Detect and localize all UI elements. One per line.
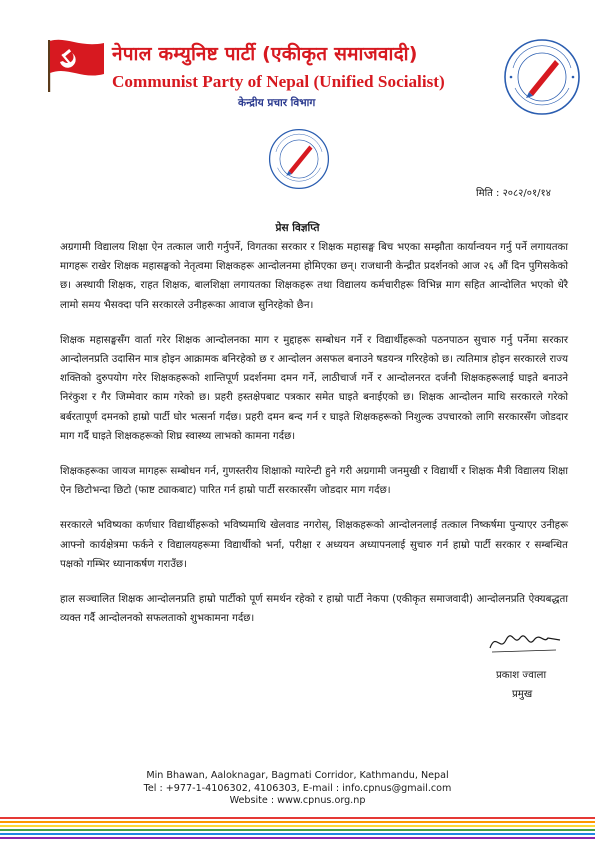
letter-body	[60, 238, 568, 644]
party-flag-icon	[46, 38, 108, 94]
footer	[0, 770, 595, 808]
footer-address: Min Bhawan, Aaloknagar, Bagmati Corridor, Kathmandu, Nepal	[146, 770, 449, 781]
footer-stripes-decoration	[0, 812, 595, 842]
party-seal-icon	[503, 38, 581, 116]
paragraph-3: शिक्षकहरूका जायज मागहरू सम्बोधन गर्न, गुणस्तरीय शिक्षाको ग्यारेन्टी हुने गरी अग्रगामी जनमुखी र विद्यार्थी र शिक्षक मैत्री विद्यालय शिक्षा ऐन छिटोभन्दा छिटो (फाष्ट ट्याकबाट) पारित गर्न हाम्रो पार्टी सरकारसँग जोडदार माग गर्दछ।	[60, 466, 568, 497]
footer-contact: Tel : +977-1-4106302, 4106303, E-mail : info.cpnus@gmail.com	[143, 782, 452, 794]
paragraph-5: हाल सञ्चालित शिक्षक आन्दोलनप्रति हाम्रो पार्टीको पूर्ण समर्थन रहेको र हाम्रो पार्टी नेकपा (एकीकृत समाजवादी) आन्दोलनप्रति ऐक्यबद्धता व्यक्त गर्दै आन्दोलनको सफलताको शुभकामना गर्दछ।	[60, 594, 568, 625]
department-name: केन्द्रीय प्रचार विभाग	[238, 97, 316, 109]
paragraph-2: शिक्षक महासङ्घसँग वार्ता गरेर शिक्षक आन्दोलनका माग र मुद्दाहरू सम्बोधन गर्ने र विद्यार्थीहरूको पठनपाठन सुचारु गर्नु पर्नेमा सरकार आन्दोलनप्रति उदासिन मात्र होइन आक्रामक बनिरहेको छ र आन्दोलन असफल बनाउने षडयन्त्र गरिरहेको छ। त्यतिमात्र होइन सरकारले राज्य शक्तिको दुरुपयोग गरेर शिक्षकहरूको शान्तिपूर्ण प्रदर्शनमा दमन गर्ने, लाठीचार्ज गर्ने र आन्दोलनरत दर्जनौ शिक्षकहरूलाई घाइते बनाउने निरंकुश र गैर जिम्मेवार काम गरेको छ। प्रहरी हस्तक्षेपबाट पत्रकार समेत घाइते बनाईएको छ। शिक्षक आन्दोलन माथि सरकारले गरेको बर्बरतापूर्ण दमनको हाम्रो पार्टी घोर भत्सर्ना गर्दछ। प्रहरी दमन बन्द गर्न र घाइते शिक्षकहरूको निशुल्क उपचारको लागि सरकारसँग जोडदार माग गर्दै घाइते शिक्षकहरूको शिघ्र स्वास्थ्य लाभको कामना गर्दछ।	[60, 334, 568, 442]
signer-title: प्रमुख	[512, 689, 533, 700]
letter-title: प्रेस विज्ञप्ति	[275, 222, 320, 234]
party-name-english: Communist Party of Nepal (Unified Socialist)	[112, 72, 445, 91]
footer-website: Website : www.cpnus.org.np	[229, 795, 366, 807]
signer-name: प्रकाश ज्वाला	[496, 670, 547, 681]
party-seal-small-icon	[268, 128, 330, 190]
signature-icon	[486, 626, 566, 660]
paragraph-1: अग्रगामी विद्यालय शिक्षा ऐन तत्काल जारी गर्नुपर्ने, विगतका सरकार र शिक्षक महासङ्घ बिच भएका सम्झौता कार्यान्वयन गर्नु पर्ने लगायतका मागहरू राखेर शिक्षक महासङ्घको नेतृत्वमा शिक्षकहरू आन्दोलनमा होमिएका छन्। राजधानी केन्द्रीत प्रदर्शनको आज २६ औं दिन पुगिसकेको छ। अस्थायी शिक्षक, राहत शिक्षक, बालशिक्षा लगायतका शिक्षकहरू तथा विद्यालय कर्मचारीहरू विभिन्न माग सहित आन्दोलित भएको धेरै लामो समय भैसक्दा पनि सरकारले उनीहरूका आवाज सुनिरहेको छैन।	[60, 242, 568, 311]
letter-date: मिति : २०८२/०१/१४	[476, 188, 551, 199]
paragraph-4: सरकारले भविष्यका कर्णधार विद्यार्थीहरूको भविष्यमाथि खेलवाड नगरोस्, शिक्षकहरूको आन्दोलनलाई तत्काल निष्कर्षमा पुन्याएर उनीहरू आफ्नो कार्यक्षेत्रमा फर्कने र विद्यालयहरूमा विद्यार्थीको भर्ना, परीक्षा र अध्ययन अध्यापनलाई सुचारु गर्न हाम्रो पार्टी सरकार र सम्बन्धित पक्षको गम्भिर ध्यानाकर्षण गराउँछ।	[60, 520, 568, 570]
party-name-nepali: नेपाल कम्युनिष्ट पार्टी (एकीकृत समाजवादी)	[112, 43, 418, 65]
